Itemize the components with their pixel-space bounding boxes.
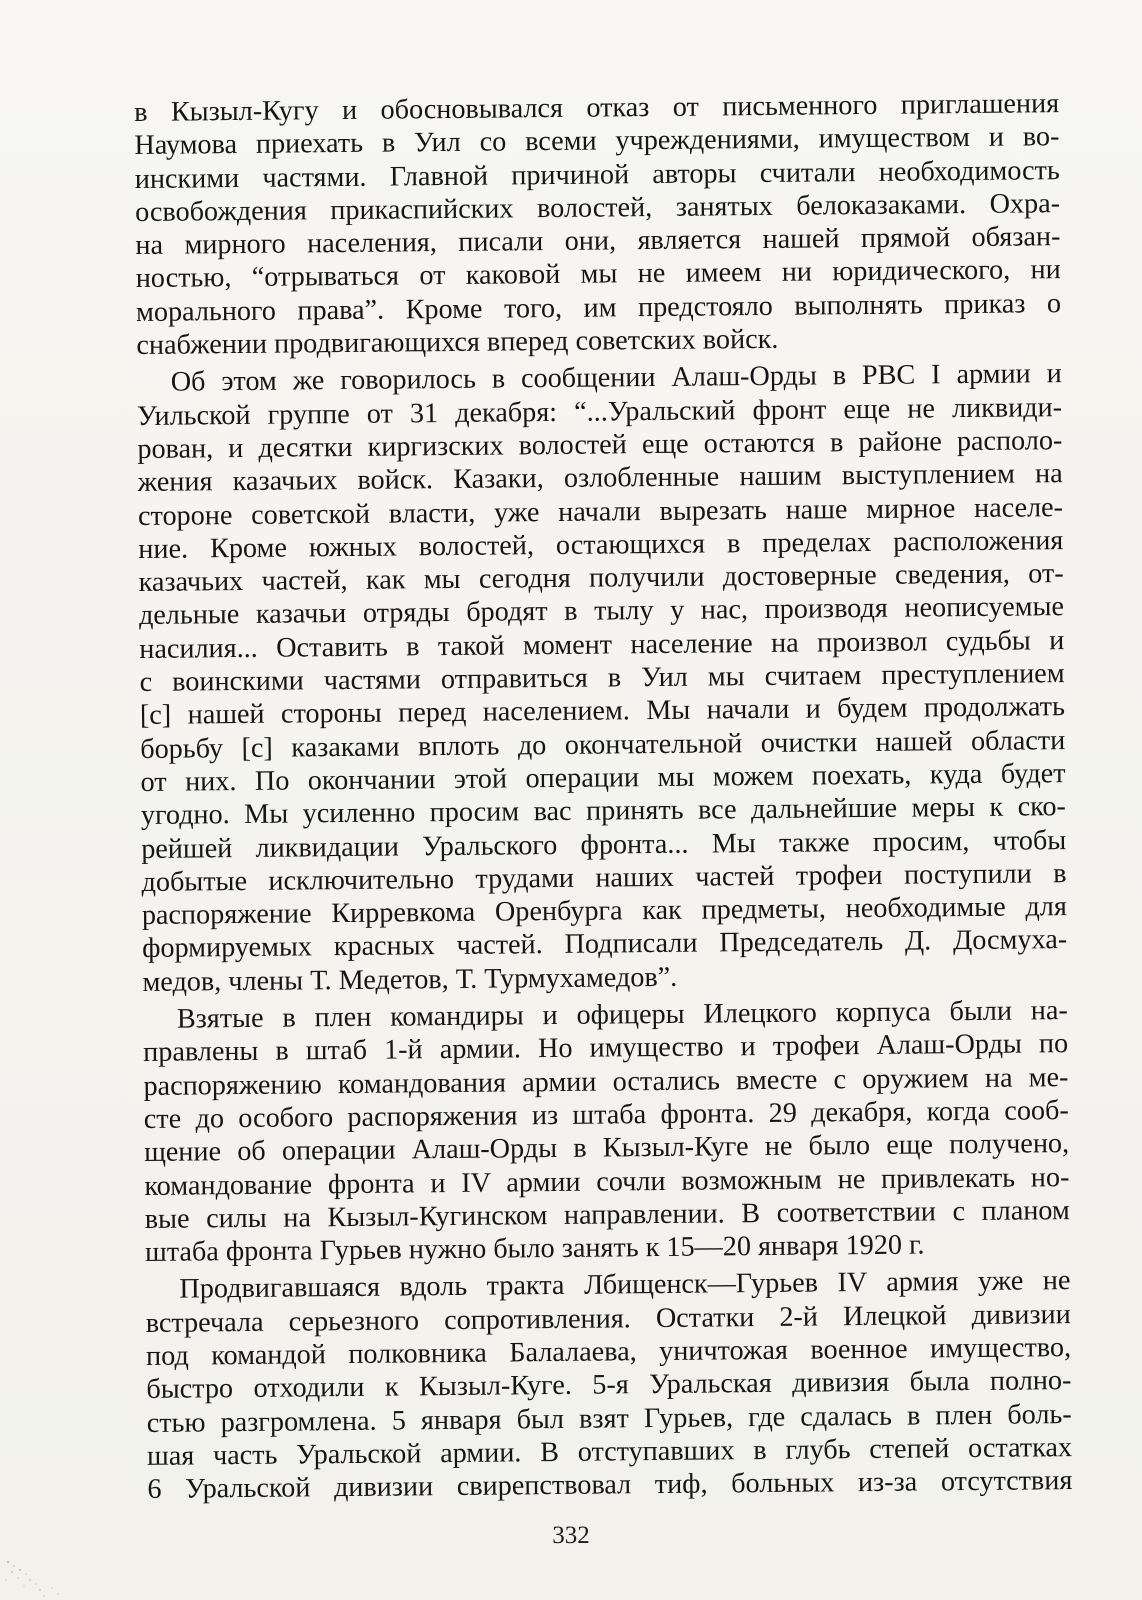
text-line: Взятые в плен командиры и офицеры Илецкого корпуса были на- [176,995,1068,1035]
text-line: ностью, “отрываться от каковой мы не имеем ни юридического, ни [135,254,1061,295]
paragraph [145,1264,1072,1506]
text-line: щение об операции Алаш-Орды в Кызыл-Куге не было еще получено, [143,1128,1070,1169]
page-number: 332 [552,1522,590,1549]
paragraph [143,994,1071,1269]
text-line: снабжении продвигающихся вперед советских войск. [136,323,779,362]
text-line: дельные казачьи отряды бродят в тылу у нас, производя неописуемые [138,591,1065,632]
text-line: рейшей ликвидации Уральского фронта... Мы также просим, чтобы [141,824,1067,865]
text-line: насилия... Оставить в такой момент население на произвол судьбы и [139,624,1065,665]
text-line: стороне советской власти, уже начали вырезать наше мирное населе- [137,491,1064,532]
text-line: освобождения прикаспийских волостей, занятых белоказаками. Охра- [134,188,1061,228]
text-line: борьбу [с] казаками вплоть до окончательной очистки нашей области [140,724,1066,765]
text-line: инскими частями. Главной причиной авторы считали необходимость [134,154,1060,195]
text-line: Уильской группе от 31 декабря: “...Уральский фронт еще не ликвиди- [136,391,1063,432]
text-line: на мирного населения, писали они, является нашей прямой обязан- [135,221,1061,262]
text-line: стью разгромлена. 5 января был взят Гурьев, где сдалась в плен боль- [146,1398,1072,1439]
text-line: 6 Уральской дивизии свирепствовал тиф, больных из-за отсутствия [147,1465,1073,1506]
paragraph [134,87,1062,362]
text-line: Об этом же говорилось в сообщении Алаш-Орды в РВС I армии и [170,358,1062,399]
text-line: быстро отходили к Кызыл-Куге. 5-я Уральская дивизия была полно- [146,1365,1072,1406]
text-line: Продвигавшаяся вдоль тракта Лбищенск—Гурьев IV армия уже не [179,1265,1071,1306]
text-line: правлены в штаб 1-й армии. Но имущество и трофеи Алаш-Орды по [143,1028,1069,1069]
text-line: от них. По окончании этой операции мы можем поехать, куда будет [140,758,1066,798]
text-line: распоряжение Кирревкома Оренбурга как предметы, необходимые для [141,891,1067,932]
text-line: угодно. Мы усиленно просим вас принять все дальнейшие меры к ско- [140,791,1067,832]
text-line: добытые исключительно трудами наших частей трофеи поступили в [141,857,1067,898]
text-line: штаба фронта Гурьев нужно было занять к 15—20 января 1920 г. [144,1229,925,1269]
text-line: командование фронта и IV армии сочли возможным не привлекать но- [144,1161,1070,1202]
text-line: медов, члены Т. Медетов, Т. Турмухамедов”. [142,961,678,998]
text-line: вые силы на Кызыл-Кугинском направлении. В соответствии с планом [144,1194,1070,1235]
text-line: жения казачьих войск. Казаки, озлобленные нашим выступлением на [137,458,1063,499]
paragraph [137,357,1068,998]
text-line: распоряжению командования армии остались вместе с оружием на ме- [143,1061,1069,1102]
text-line: формируемых красных частей. Подписали Председатель Д. Досмуха- [142,924,1068,965]
body-text [134,87,1072,1506]
text-line: рован, и десятки киргизских волостей еще остаются в районе располо- [137,425,1063,465]
text-line: морального права”. Кроме того, им предстояло выполнять приказ о [135,287,1062,328]
text-line: казачьих частей, как мы сегодня получили достоверные сведения, от- [138,558,1064,599]
text-line: в Кызыл-Кугу и обосновывался отказ от письменного приглашения [134,88,1060,128]
text-line: с воинскими частями отправиться в Уил мы считаем преступлением [139,658,1065,699]
text-line: под командой полковника Балалаева, уничтожая военное имущество, [145,1332,1072,1372]
text-line: Наумова приехать в Уил со всеми учреждениями, имуществом и во- [134,121,1060,162]
text-line: ние. Кроме южных волостей, остающихся в пределах расположения [138,524,1064,565]
text-line: встречала серьезного сопротивления. Остатки 2-й Илецкой дивизии [145,1298,1071,1339]
text-line: шая часть Уральской армии. В отступавших в глубь степей остатках [146,1431,1073,1472]
scan-smudge [0,1540,90,1600]
text-line: [с] нашей стороны перед населением. Мы начали и будем продолжать [139,691,1066,732]
text-line: сте до особого распоряжения из штаба фронта. 29 декабря, когда сооб- [143,1094,1069,1135]
